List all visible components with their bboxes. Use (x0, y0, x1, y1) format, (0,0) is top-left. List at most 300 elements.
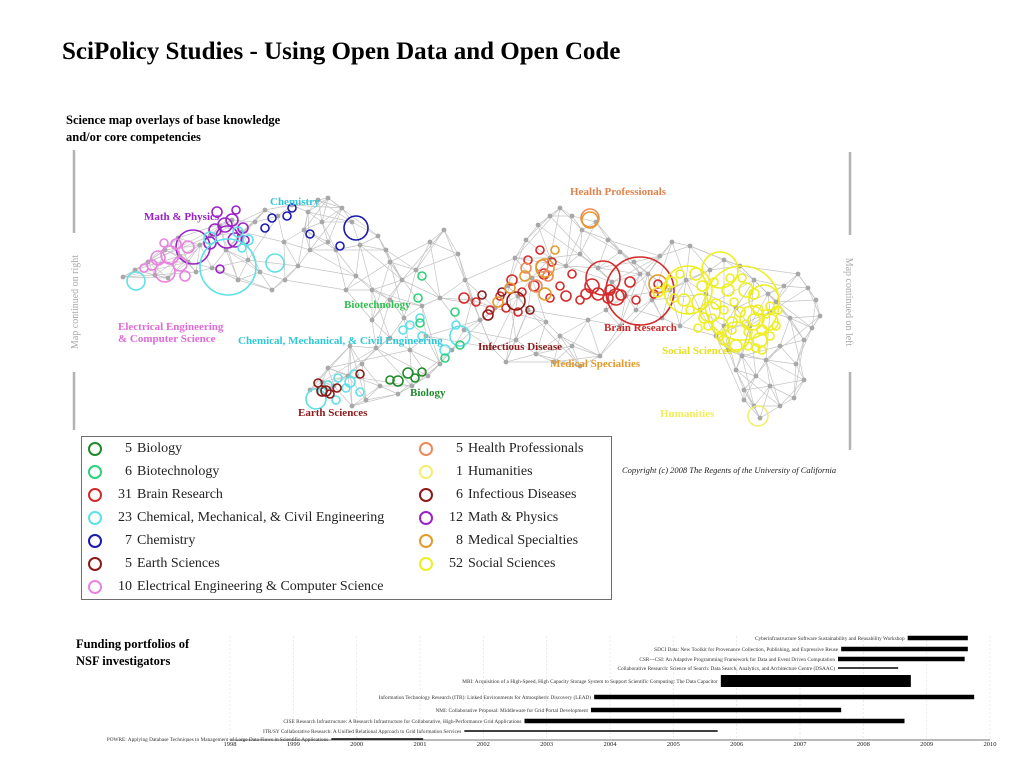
map-node (438, 296, 443, 301)
overlay-ring-chemical-mechanical-civil-engineering (306, 389, 326, 409)
map-node (253, 220, 258, 225)
map-edge (260, 272, 285, 280)
legend-label: Infectious Diseases (468, 487, 577, 502)
map-node (308, 248, 313, 253)
gantt-tick-label: 2002 (476, 741, 490, 748)
map-node (778, 344, 783, 349)
gantt-bar (838, 657, 965, 662)
legend-ring-icon (419, 534, 433, 548)
legend-count: 12 (449, 510, 463, 525)
overlay-ring-biotechnology (418, 272, 426, 280)
map-node (810, 326, 815, 331)
gantt-bar-label: Collaborative Research: Science of Search: Data Search, Analytics, and Architecture Centre (DSAAC) (617, 666, 835, 672)
map-label-earth: Earth Sciences (298, 407, 368, 419)
overlay-ring-social-sciences (766, 332, 774, 340)
map-caption-line-1: Science map overlays of base knowledge (66, 113, 281, 127)
overlay-ring-brain-research (576, 296, 584, 304)
map-node (788, 316, 793, 321)
map-edge (444, 230, 458, 254)
legend-item (419, 533, 578, 549)
map-edge (346, 276, 356, 290)
map-node (604, 308, 609, 313)
map-node (806, 286, 811, 291)
map-edge (422, 298, 440, 306)
map-node (802, 378, 807, 383)
map-edge (356, 276, 372, 290)
overlay-ring-social-sciences (738, 274, 746, 282)
map-edge (278, 216, 284, 242)
map-node (513, 256, 518, 261)
map-node (774, 300, 779, 305)
map-node (570, 344, 575, 349)
gantt-bar (591, 708, 841, 713)
map-node (326, 366, 331, 371)
map-label-social: Social Sciences (662, 345, 732, 357)
gantt-bar-label: CISE Research Infrastructure: A Research Infrastructure for Collaborative, High-Performance Grid Applications (283, 719, 522, 725)
map-edge (790, 316, 820, 318)
legend-count: 52 (449, 556, 463, 571)
map-edge (596, 222, 608, 240)
overlay-ring-chemical-mechanical-civil-engineering (238, 244, 246, 252)
map-label-humanities: Humanities (660, 408, 715, 420)
map-node (606, 238, 611, 243)
science-map (60, 150, 860, 450)
map-label-chemistry: Chemistry (270, 196, 320, 208)
map-edge (348, 346, 350, 376)
map-edge (352, 386, 380, 406)
map-node (456, 252, 461, 257)
overlay-ring-brain-research (568, 270, 576, 278)
map-node (306, 210, 311, 215)
map-node (504, 360, 509, 365)
map-label-biology: Biology (410, 387, 446, 399)
legend-label: Math & Physics (468, 510, 559, 525)
overlay-ring-biotechnology (451, 308, 459, 316)
legend-count: 1 (456, 464, 463, 479)
map-label-eece1: Electrical Engineering (118, 321, 224, 333)
map-node (408, 348, 413, 353)
map-edge (770, 386, 794, 398)
legend-label: Biology (137, 441, 183, 456)
gantt-tick-label: 2006 (730, 741, 744, 748)
overlay-ring-brain-research (632, 296, 640, 304)
map-edge (416, 254, 458, 270)
map-node (768, 384, 773, 389)
legend-label: Brain Research (137, 487, 223, 502)
map-edge (766, 360, 770, 386)
map-caption (66, 112, 280, 146)
map-node (766, 292, 771, 297)
map-node (764, 358, 769, 363)
legend-ring-icon (419, 488, 433, 502)
map-node (536, 223, 541, 228)
map-edge (672, 242, 690, 246)
map-node (426, 374, 431, 379)
map-node (778, 404, 783, 409)
gantt-tick-label: 2008 (856, 741, 870, 748)
overlay-ring-brain-research (459, 293, 469, 303)
map-edge (812, 300, 816, 328)
overlay-ring-chemistry (336, 242, 344, 250)
legend-ring-icon (419, 511, 433, 525)
map-edge (796, 340, 804, 364)
legend-item (88, 556, 220, 572)
gantt-bar (841, 647, 968, 652)
map-node (378, 384, 383, 389)
gantt-bar-label: NMI: Collaborative Proposal: Middleware for Grid Portal Development (435, 708, 588, 714)
legend-item (88, 533, 195, 549)
map-edge (588, 310, 606, 320)
map-node (792, 396, 797, 401)
map-node (350, 220, 355, 225)
map-rings (127, 204, 782, 426)
overlay-ring-social-sciences (766, 302, 774, 310)
gantt-bar-label: Information Technology Research (ITR): Linked Environments for Atmospheric Discovery (LEAD) (378, 695, 592, 701)
legend-item (88, 579, 383, 595)
gantt-tick-label: 2005 (666, 741, 680, 748)
legend-label: Earth Sciences (137, 556, 220, 571)
legend-ring-icon (88, 557, 102, 571)
map-caption-line-2: and/or core competencies (66, 130, 201, 144)
gantt-tick-label: 2003 (540, 741, 554, 748)
map-edge (582, 230, 620, 252)
map-edge (356, 245, 360, 276)
map-node (270, 288, 275, 293)
map-node (794, 362, 799, 367)
map-node (634, 308, 639, 313)
map-node (370, 288, 375, 293)
map-node (578, 252, 583, 257)
map-node (564, 264, 569, 269)
overlay-ring-infectious-diseases (478, 291, 486, 299)
map-node (742, 398, 747, 403)
legend-label: Health Professionals (468, 441, 584, 456)
funding-caption-line-2: NSF investigators (76, 654, 171, 668)
map-edge (572, 346, 600, 356)
legend-item (88, 464, 219, 480)
gantt-bar-label: MRI: Acquisition of a High-Speed, High Capacity Storage System to Support Scientific Computing: The Data Capacitor (462, 679, 718, 685)
map-node (358, 243, 363, 248)
map-edge (440, 280, 465, 298)
legend-ring-icon (88, 488, 102, 502)
legend-ring-icon (88, 465, 102, 479)
map-node (754, 374, 759, 379)
map-edge (756, 360, 766, 376)
overlay-ring-social-sciences (686, 306, 694, 314)
gantt-tick-label: 2000 (350, 741, 364, 748)
map-node (263, 208, 268, 213)
gantt-bar (838, 667, 898, 669)
map-edge (526, 216, 550, 240)
map-node (302, 228, 307, 233)
map-node (796, 272, 801, 277)
gantt-tick-label: 1999 (286, 741, 300, 748)
legend-label: Electrical Engineering & Computer Science (137, 579, 384, 594)
map-edge (376, 348, 428, 376)
legend-ring-icon (88, 534, 102, 548)
map-node (758, 416, 763, 421)
map-node (580, 228, 585, 233)
overlay-ring-chemistry (261, 224, 269, 232)
map-node (752, 278, 757, 283)
map-label-math: Math & Physics (144, 211, 220, 223)
map-edge (756, 376, 770, 386)
map-edge (123, 277, 168, 278)
map-node (414, 268, 419, 273)
map-node (782, 284, 787, 289)
map-node (400, 278, 405, 283)
map-node (402, 316, 407, 321)
map-side-label-left: Map continued on right (70, 254, 81, 350)
map-node (570, 214, 575, 219)
legend-item (419, 464, 533, 480)
map-edge (350, 346, 362, 364)
map-edge (285, 280, 346, 290)
gantt-tick-label: 2007 (793, 741, 807, 748)
legend-item (419, 556, 555, 572)
legend-label: Chemical, Mechanical, & Civil Engineering (137, 510, 385, 525)
map-edge (372, 280, 402, 290)
map-node (610, 280, 615, 285)
map-edge (508, 258, 515, 286)
legend-item (88, 487, 223, 503)
overlay-ring-brain-research (556, 282, 564, 290)
gantt-bar (525, 719, 905, 724)
map-node (396, 392, 401, 397)
gantt-bar (594, 695, 974, 700)
copyright-note: Copyright (c) 2008 The Regents of the University of California (622, 465, 837, 475)
map-edge (515, 240, 526, 258)
map-node (558, 334, 563, 339)
map-node (438, 362, 443, 367)
map-node (210, 266, 215, 271)
map-side-label-right: Map continued on left (843, 257, 854, 347)
map-edge (196, 268, 212, 272)
overlay-ring-chemical-mechanical-civil-engineering (452, 321, 460, 329)
gantt-bar (331, 738, 423, 740)
map-node (364, 398, 369, 403)
legend-count: 7 (125, 533, 132, 548)
overlay-ring-brain-research (625, 277, 635, 287)
overlay-ring-medical-specialties (551, 246, 559, 254)
gantt-tick-label: 1998 (223, 741, 237, 748)
overlay-ring-social-sciences (702, 252, 738, 288)
map-node (722, 258, 727, 263)
legend-label: Chemistry (137, 533, 196, 548)
map-node (370, 318, 375, 323)
legend-ring-icon (88, 442, 102, 456)
funding-gantt-chart (0, 628, 1024, 768)
legend-item (88, 441, 182, 457)
gantt-bar-label: POWRE: Applying Database Techniques to Management of Large Data Flows in Scientific Applications (106, 737, 329, 743)
map-node (166, 276, 171, 281)
legend-ring-icon (419, 465, 433, 479)
legend-ring-icon (419, 442, 433, 456)
map-edge (780, 340, 804, 346)
map-node (428, 240, 433, 245)
map-label-chemeng: Chemical, Mechanical, & Civil Engineering (238, 335, 443, 347)
map-edge (790, 318, 804, 380)
map-node (320, 220, 325, 225)
map-edge (390, 262, 416, 270)
legend-ring-icon (419, 557, 433, 571)
legend-item (419, 510, 558, 526)
map-edge (550, 216, 598, 268)
gantt-tick-label: 2001 (413, 741, 427, 748)
map-node (340, 206, 345, 211)
map-node (558, 206, 563, 211)
map-node (678, 324, 683, 329)
legend-count: 5 (456, 441, 463, 456)
map-node (734, 368, 739, 373)
overlay-ring-social-sciences (676, 270, 684, 278)
legend-ring-icon (88, 511, 102, 525)
map-node (638, 272, 643, 277)
map-node (236, 278, 241, 283)
map-node (802, 338, 807, 343)
overlay-ring-brain-research (536, 246, 544, 254)
map-node (326, 240, 331, 245)
map-edge (572, 320, 588, 346)
map-edge (360, 245, 386, 250)
map-node (708, 268, 713, 273)
map-node (818, 314, 823, 319)
legend-count: 8 (456, 533, 463, 548)
map-edge (560, 320, 588, 336)
map-edge (766, 360, 780, 406)
map-edge (284, 230, 304, 242)
map-edge (744, 346, 780, 390)
map-node (326, 196, 331, 201)
map-label-brain: Brain Research (604, 322, 677, 334)
legend-count: 10 (118, 579, 132, 594)
map-node (814, 298, 819, 303)
overlay-ring-social-sciences (730, 298, 738, 306)
map-legend (81, 436, 612, 600)
slide-title: SciPolicy Studies - Using Open Data and Open Code (62, 38, 621, 65)
legend-item (419, 441, 583, 457)
map-node (194, 270, 199, 275)
gantt-tick-label: 2010 (983, 741, 997, 748)
overlay-ring-social-sciences (697, 281, 707, 291)
map-node (688, 244, 693, 249)
map-node (344, 288, 349, 293)
gantt-bar-label: ITR/SY Collaborative Research: A Unified Relational Approach to Grid Information Services (262, 729, 462, 735)
map-label-medical: Medical Specialties (550, 358, 641, 370)
legend-count: 23 (118, 510, 132, 525)
map-edge (430, 242, 440, 298)
overlay-ring-brain-research (561, 291, 571, 301)
legend-label: Humanities (468, 464, 533, 479)
legend-count: 31 (118, 487, 132, 502)
map-node (296, 264, 301, 269)
map-node (740, 354, 745, 359)
gantt-bar-label: CSR---CSI: An Adaptive Programming Framework for Data and Event Driven Computation (639, 657, 835, 663)
gantt-bar (908, 636, 968, 641)
map-node (258, 270, 263, 275)
map-node (548, 214, 553, 219)
map-node (283, 278, 288, 283)
overlay-ring-social-sciences (726, 274, 734, 282)
gantt-bar (721, 675, 911, 687)
map-node (442, 228, 447, 233)
map-edge (272, 280, 285, 290)
map-node (524, 238, 529, 243)
map-edge (328, 346, 350, 368)
map-node (388, 260, 393, 265)
gantt-tick-label: 2004 (603, 741, 617, 748)
map-edge (724, 260, 754, 280)
map-edge (680, 280, 686, 326)
map-node (618, 250, 623, 255)
legend-label: Biotechnology (137, 464, 220, 479)
overlay-ring-biotechnology (416, 319, 424, 327)
map-node (632, 260, 637, 265)
map-node (463, 278, 468, 283)
map-node (646, 272, 651, 277)
gantt-tick-label: 2009 (920, 741, 934, 748)
map-node (586, 318, 591, 323)
map-label-eece2: & Computer Science (118, 333, 216, 345)
overlay-ring-electrical-engineering-computer-science (160, 239, 168, 247)
gantt-labels (107, 635, 905, 743)
gantt-bar-label: Cyberinfrastructure Software Sustainability and Reusability Workshop (754, 636, 905, 642)
map-node (360, 362, 365, 367)
map-node (684, 278, 689, 283)
map-node (596, 266, 601, 271)
legend-count: 6 (125, 464, 132, 479)
map-node (658, 254, 663, 259)
gantt-bar (464, 730, 717, 732)
overlay-ring-chemistry (283, 212, 291, 220)
legend-count: 5 (125, 441, 132, 456)
map-edge (776, 300, 816, 302)
map-node (282, 240, 287, 245)
map-node (478, 318, 483, 323)
legend-count: 6 (456, 487, 463, 502)
map-edge (346, 262, 390, 290)
legend-label: Social Sciences (468, 556, 556, 571)
legend-label: Medical Specialties (468, 533, 579, 548)
map-edge (390, 280, 402, 300)
overlay-ring-chemical-mechanical-civil-engineering (127, 272, 145, 290)
map-node (198, 243, 203, 248)
map-edge (528, 310, 588, 320)
map-node (544, 320, 549, 325)
legend-item (88, 510, 384, 526)
map-edge (546, 322, 560, 336)
map-node (121, 275, 126, 280)
map-label-biotech: Biotechnology (344, 299, 411, 311)
map-node (742, 388, 747, 393)
gantt-bar-label: SDCI Data: New Toolkit for Provenance Collection, Publishing, and Expressive Reuse (654, 647, 839, 653)
gantt-ticks (224, 740, 997, 748)
map-edge (506, 354, 536, 362)
map-node (354, 274, 359, 279)
map-edge (766, 360, 804, 380)
overlay-ring-math-physics (232, 206, 240, 214)
map-node (246, 258, 251, 263)
legend-item (419, 487, 576, 503)
map-node (384, 248, 389, 253)
funding-caption-line-1: Funding portfolios of (76, 637, 190, 651)
map-edge (416, 230, 444, 270)
map-edge (780, 346, 796, 364)
map-nodes (121, 196, 823, 421)
map-labels (118, 186, 733, 420)
map-node (376, 234, 381, 239)
map-edge (380, 386, 398, 394)
